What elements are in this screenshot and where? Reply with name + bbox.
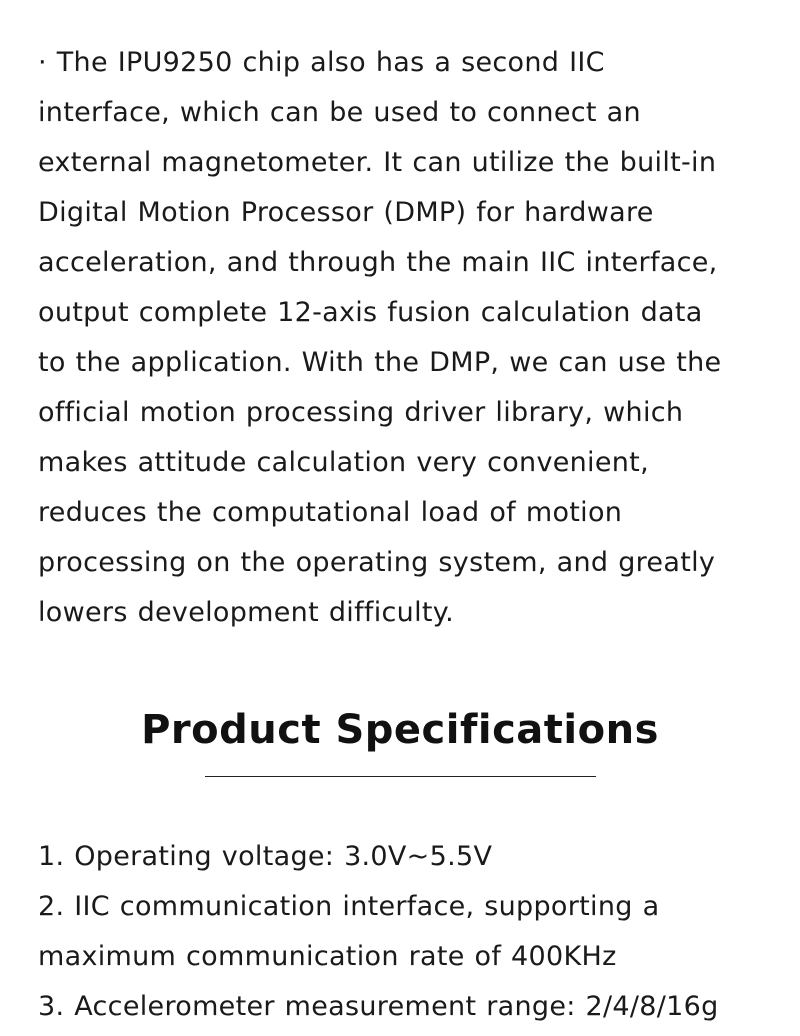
intro-line: to the application. With the DMP, we can use the: [38, 347, 722, 378]
intro-paragraph: [38, 38, 778, 638]
spec-list: [38, 832, 778, 1032]
intro-line: acceleration, and through the main IIC interface,: [38, 247, 718, 278]
spec-item: [38, 882, 778, 982]
intro-line: external magnetometer. It can utilize the built-in: [38, 147, 717, 178]
spec-item-line: maximum communication rate of 400KHz: [38, 941, 617, 972]
title-divider: [205, 776, 596, 777]
intro-line: Digital Motion Processor (DMP) for hardware: [38, 197, 654, 228]
intro-line: output complete 12-axis fusion calculation data: [38, 297, 703, 328]
intro-line: lowers development difficulty.: [38, 597, 455, 628]
intro-line: processing on the operating system, and greatly: [38, 547, 716, 578]
section-title: Product Specifications: [141, 707, 659, 753]
spec-item-line: 1. Operating voltage: 3.0V~5.5V: [38, 841, 493, 872]
intro-line: makes attitude calculation very convenient,: [38, 447, 649, 478]
spec-item: [38, 982, 778, 1032]
spec-item-line: 3. Accelerometer measurement range: 2/4/8/16g: [38, 991, 719, 1022]
intro-line: · The IPU9250 chip also has a second IIC: [38, 47, 605, 78]
intro-line: interface, which can be used to connect an: [38, 97, 641, 128]
spec-item-line: 2. IIC communication interface, supporting a: [38, 891, 660, 922]
intro-line: official motion processing driver library, which: [38, 397, 684, 428]
spec-item: [38, 832, 778, 882]
intro-line: reduces the computational load of motion: [38, 497, 623, 528]
